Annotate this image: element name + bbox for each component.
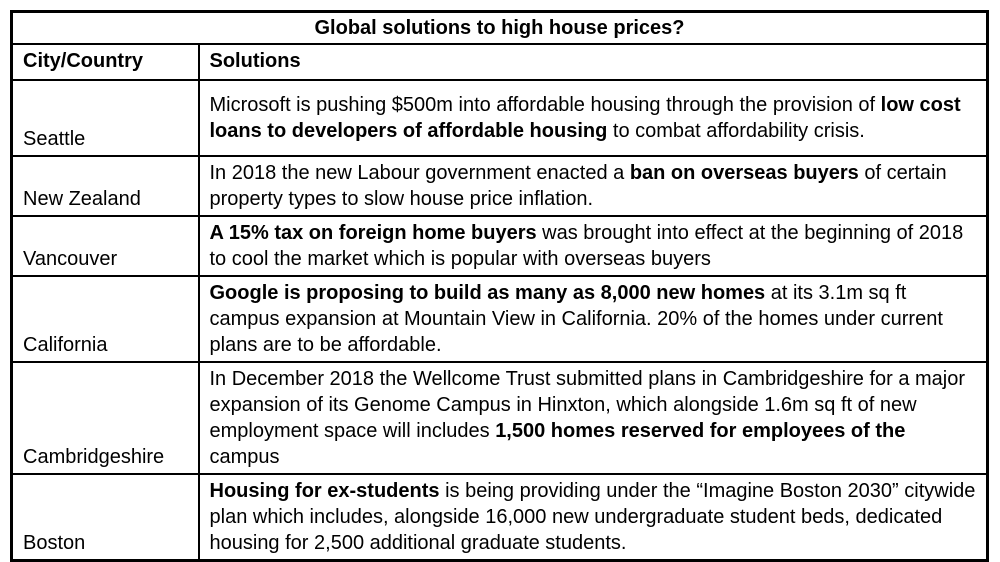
table-row: [12, 276, 988, 362]
column-header-solutions: Solutions: [199, 44, 988, 80]
solution-cell: A 15% tax on foreign home buyers was brought into effect at the beginning of 2018 to cool the market which is popular with overseas buyers: [199, 216, 988, 276]
table-container: [10, 10, 989, 562]
city-cell: Vancouver: [12, 216, 199, 276]
solution-cell: Housing for ex-students is being providing under the “Imagine Boston 2030” citywide plan which includes, alongside 16,000 new undergraduate student beds, dedicated housing for 2,500 additional graduate students.: [199, 474, 988, 561]
solution-cell: Microsoft is pushing $500m into affordable housing through the provision of low cost loans to developers of affordable housing to combat affordability crisis.: [199, 80, 988, 156]
solutions-table: [10, 10, 989, 562]
column-header-city: City/Country: [12, 44, 199, 80]
city-cell: Boston: [12, 474, 199, 561]
table-row: [12, 156, 988, 216]
table-row: [12, 80, 988, 156]
solution-cell: Google is proposing to build as many as 8,000 new homes at its 3.1m sq ft campus expansion at Mountain View in California. 20% of the homes under current plans are to be affordable.: [199, 276, 988, 362]
title-row: [12, 12, 988, 45]
city-cell: Seattle: [12, 80, 199, 156]
solution-cell: In December 2018 the Wellcome Trust submitted plans in Cambridgeshire for a major expansion of its Genome Campus in Hinxton, which alongside 1.6m sq ft of new employment space will includes 1,500 homes reserved for employees of the campus: [199, 362, 988, 474]
city-cell: New Zealand: [12, 156, 199, 216]
solution-cell: In 2018 the new Labour government enacted a ban on overseas buyers of certain property types to slow house price inflation.: [199, 156, 988, 216]
table-row: [12, 216, 988, 276]
table-row: [12, 474, 988, 561]
column-header-row: [12, 44, 988, 80]
table-row: [12, 362, 988, 474]
city-cell: Cambridgeshire: [12, 362, 199, 474]
table-body: [12, 80, 988, 561]
city-cell: California: [12, 276, 199, 362]
table-title: Global solutions to high house prices?: [12, 12, 988, 45]
